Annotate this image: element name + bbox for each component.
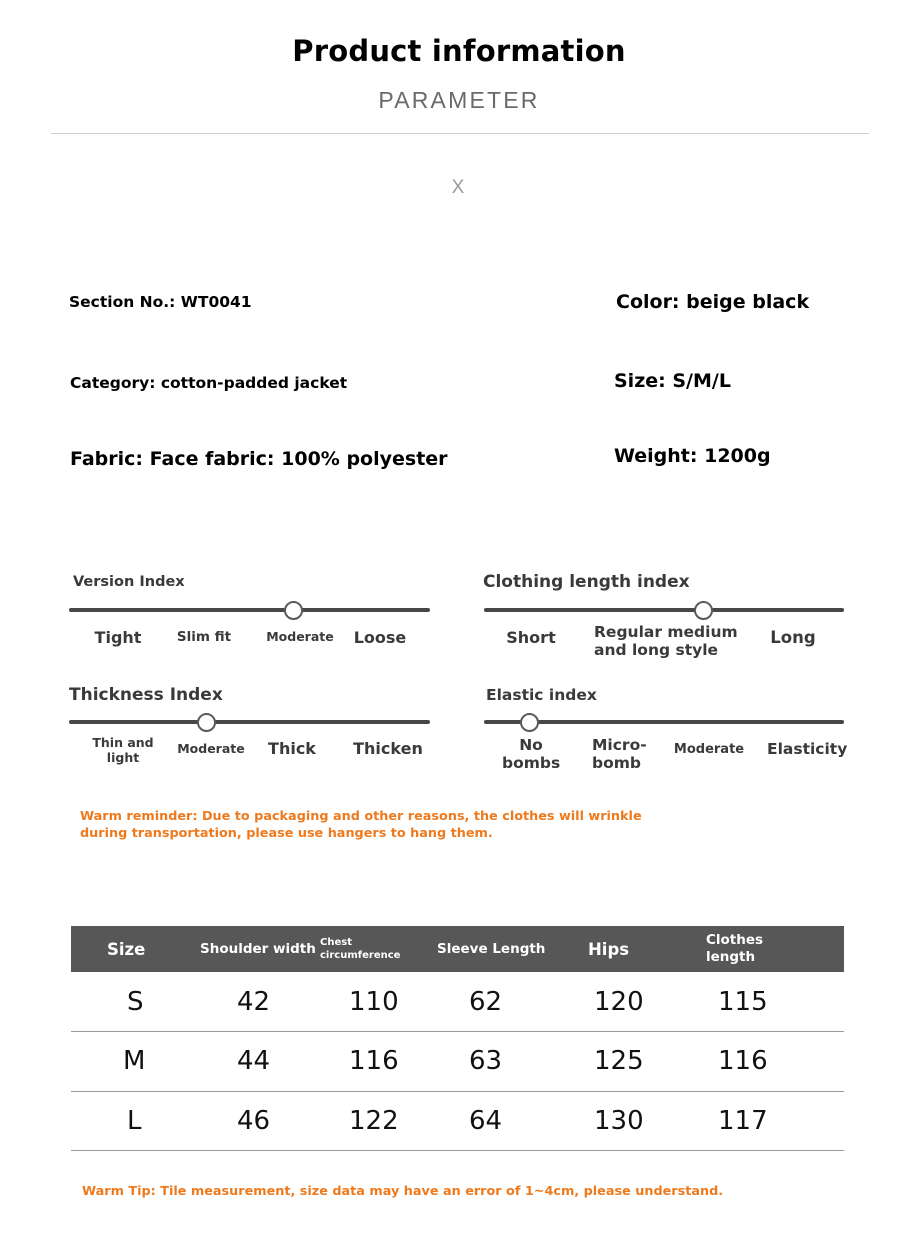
table-row [71, 1032, 844, 1092]
warm-tip: Warm Tip: Tile measurement, size data may have an error of 1~4cm, please understand. [82, 1184, 724, 1199]
weight-info: Weight: 1200g [614, 445, 771, 467]
version-index-label: Version Index [73, 574, 185, 590]
header-sleeve-length: Sleeve Length [433, 926, 578, 972]
cell-clothes-length: 115 [695, 972, 844, 1032]
version-option-loose: Loose [353, 628, 407, 647]
thickness-index-knob [197, 713, 216, 732]
elastic-option-elasticity: Elasticity [767, 740, 848, 758]
color-info: Color: beige black [616, 291, 810, 313]
cell-shoulder: 46 [198, 1091, 318, 1151]
elastic-index-knob [520, 713, 539, 732]
cell-chest: 110 [318, 972, 433, 1032]
thickness-option-thick: Thick [268, 739, 316, 758]
version-option-slim-fit: Slim fit [176, 629, 232, 645]
header-clothes-length: Clothes length [695, 926, 844, 972]
cell-hips: 120 [578, 972, 695, 1032]
cell-shoulder: 42 [198, 972, 318, 1032]
cell-size: L [71, 1091, 198, 1151]
thickness-index-label: Thickness Index [69, 685, 223, 705]
close-icon: X [451, 177, 465, 198]
length-option-long: Long [770, 628, 816, 647]
cell-shoulder: 44 [198, 1032, 318, 1092]
cell-size: S [71, 972, 198, 1032]
size-info: Size: S/M/L [614, 370, 731, 392]
header-size: Size [71, 926, 198, 972]
cell-chest: 116 [318, 1032, 433, 1092]
cell-clothes-length: 116 [695, 1032, 844, 1092]
version-index-knob [284, 601, 303, 620]
clothing-length-track [484, 608, 844, 612]
cell-clothes-length: 117 [695, 1091, 844, 1151]
thickness-index-track [69, 720, 430, 724]
thickness-option-moderate: Moderate [177, 741, 245, 756]
elastic-option-micro-bomb: Micro-bomb [592, 736, 647, 773]
cell-hips: 125 [578, 1032, 695, 1092]
length-option-short: Short [506, 628, 556, 647]
header-chest-circumference: Chest circumference [318, 926, 433, 972]
size-table [71, 926, 844, 1151]
page-subtitle: PARAMETER [378, 87, 540, 113]
elastic-index-label: Elastic index [486, 686, 597, 704]
header-shoulder-width: Shoulder width [198, 926, 318, 972]
version-option-tight: Tight [94, 628, 142, 647]
clothing-length-index-label: Clothing length index [483, 572, 690, 592]
version-index-track [69, 608, 430, 612]
elastic-option-moderate: Moderate [673, 742, 745, 757]
fabric-info: Fabric: Face fabric: 100% polyester [70, 448, 448, 470]
header-divider [51, 133, 869, 134]
section-number: Section No.: WT0041 [69, 293, 252, 311]
cell-hips: 130 [578, 1091, 695, 1151]
table-row [71, 1091, 844, 1151]
length-option-regular: Regular medium and long style [594, 623, 738, 660]
size-table-header [71, 926, 844, 972]
table-row [71, 972, 844, 1032]
clothing-length-knob [694, 601, 713, 620]
cell-sleeve: 62 [433, 972, 578, 1032]
warm-reminder: Warm reminder: Due to packaging and other reasons, the clothes will wrinkle during transportation, please use hangers to hang them. [80, 809, 642, 841]
header-hips: Hips [578, 926, 695, 972]
thickness-option-thicken: Thicken [353, 739, 423, 758]
elastic-option-no-bombs: No bombs [502, 736, 561, 773]
cell-size: M [71, 1032, 198, 1092]
cell-sleeve: 63 [433, 1032, 578, 1092]
version-option-moderate: Moderate [266, 629, 334, 644]
thickness-option-thin-and-light: Thin and light [92, 735, 154, 765]
cell-chest: 122 [318, 1091, 433, 1151]
category-info: Category: cotton-padded jacket [70, 374, 348, 392]
cell-sleeve: 64 [433, 1091, 578, 1151]
page-title: Product information [292, 34, 626, 68]
